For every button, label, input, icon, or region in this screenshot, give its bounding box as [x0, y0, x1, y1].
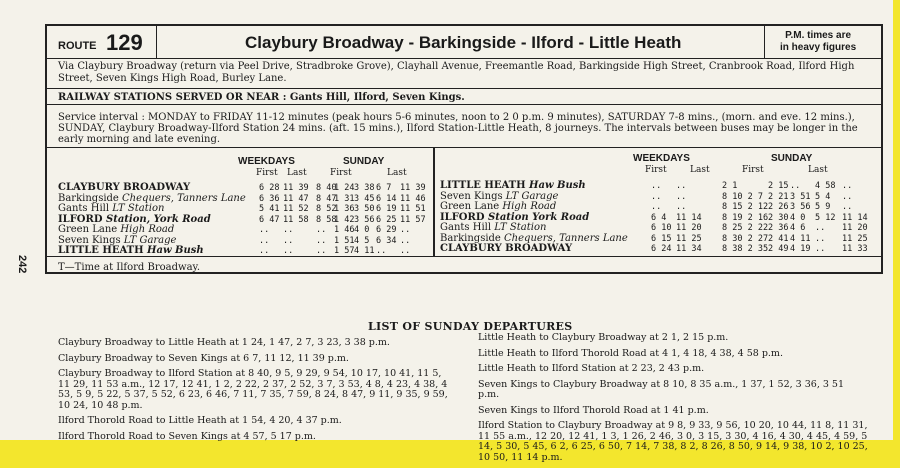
t-note: T—Time at Ilford Broadway.: [58, 262, 201, 273]
stop-name: ILFORD Station, York Road: [58, 213, 211, 225]
time-cell: 1 57: [334, 246, 355, 256]
time-cell: 2 49: [768, 244, 789, 254]
time-cell: 3 56: [354, 214, 375, 225]
time-cell: ..: [815, 244, 826, 254]
time-cell: 1 42: [334, 214, 355, 225]
time-cell: 8 40: [316, 183, 337, 193]
time-cell: 1 24: [334, 183, 355, 193]
time-cell: ..: [676, 191, 687, 202]
time-cell: 11 39: [283, 183, 309, 193]
time-cell: 11 47: [283, 193, 309, 204]
time-cell: ..: [651, 202, 662, 212]
time-cell: 11 46: [400, 193, 426, 204]
first-label: First: [645, 165, 667, 175]
time-cell: 6 36: [259, 193, 280, 204]
stop-name: Barkingside Chequers, Tanners Lane: [440, 232, 628, 244]
divider: [45, 147, 883, 148]
time-cell: 5 12: [815, 212, 836, 223]
stop-name: CLAYBURY BROADWAY: [440, 243, 573, 254]
time-cell: ..: [283, 246, 294, 256]
time-cell: 6 10: [651, 223, 672, 233]
time-cell: 2 15: [768, 181, 789, 191]
time-cell: 5 41: [259, 204, 280, 214]
time-cell: 1 51: [334, 235, 355, 246]
time-cell: 5 4: [815, 191, 831, 202]
time-cell: 11 58: [283, 214, 309, 225]
time-cell: ..: [316, 246, 327, 256]
time-cell: 8 52: [316, 204, 337, 214]
time-cell: 1 36: [334, 204, 355, 214]
time-cell: 2 41: [768, 233, 789, 244]
route-number: 129: [106, 30, 143, 55]
time-cell: 1 31: [334, 193, 355, 204]
departure-line: Little Heath to Ilford Station at 2 23, 2 43 p.m.: [478, 363, 705, 374]
time-cell: 3 45: [354, 193, 375, 204]
time-cell: 6 15: [651, 233, 672, 244]
stop-name: Gants Hill LT Station: [440, 222, 547, 233]
time-cell: 6 29: [376, 225, 397, 235]
time-cell: ..: [400, 235, 411, 246]
last-label: Last: [690, 165, 710, 175]
departure-line: Little Heath to Claybury Broadway at 2 1, 2 15 p.m.: [478, 332, 729, 343]
stop-name: Green Lane High Road: [440, 201, 557, 212]
last-label: Last: [808, 165, 828, 175]
time-cell: ..: [283, 235, 294, 246]
time-cell: 6 19: [376, 204, 397, 214]
time-cell: 8 25 2 22: [722, 223, 769, 233]
pm-note: P.M. times are in heavy figures: [780, 30, 857, 53]
time-cell: 11 25: [842, 233, 868, 244]
time-cell: ..: [842, 202, 853, 212]
time-cell: 4 58: [815, 181, 836, 191]
time-cell: ..: [842, 191, 853, 202]
time-cell: 6 14: [376, 193, 397, 204]
time-cell: 4 11: [790, 233, 811, 244]
time-cell: ..: [842, 181, 853, 191]
time-cell: ..: [259, 246, 270, 256]
time-cell: 11 34: [676, 244, 702, 254]
divider: [156, 26, 157, 58]
time-cell: 6 7: [376, 183, 392, 193]
time-cell: 11 20: [842, 223, 868, 233]
time-cell: 2 1: [722, 181, 738, 191]
time-cell: 1 46: [334, 225, 355, 235]
time-cell: 2 30: [768, 212, 789, 223]
time-cell: 8 15 2 12: [722, 202, 769, 212]
time-cell: 6 24: [651, 244, 672, 254]
departure-line: Seven Kings to Ilford Thorold Road at 1 41 p.m.: [478, 404, 709, 416]
route-title: Claybury Broadway - Barkingside - Ilford - Little Heath: [245, 33, 682, 52]
time-cell: 3 51: [790, 191, 811, 202]
time-cell: ..: [676, 181, 687, 191]
time-cell: 4 11: [354, 246, 375, 256]
time-cell: 8 19 2 16: [722, 212, 769, 223]
time-cell: 4 0: [790, 212, 806, 223]
time-cell: 11 14: [842, 212, 868, 223]
time-cell: 5 9: [815, 202, 831, 212]
time-cell: ..: [676, 202, 687, 212]
divider: [45, 88, 883, 89]
sunday-list-title: LIST OF SUNDAY DEPARTURES: [368, 320, 573, 333]
time-cell: 6 34: [376, 235, 397, 246]
time-cell: ..: [316, 235, 327, 246]
last-label: Last: [387, 168, 407, 178]
divider: [45, 58, 883, 59]
time-cell: 11 52: [283, 204, 309, 214]
departure-line: Claybury Broadway to Seven Kings at 6 7, 11 12, 11 39 p.m.: [58, 352, 349, 364]
time-cell: 11 39: [400, 183, 426, 193]
time-cell: ..: [651, 191, 662, 202]
time-cell: ..: [283, 225, 294, 235]
time-cell: 4 0: [354, 225, 370, 235]
divider: [433, 147, 435, 256]
time-cell: 8 30 2 27: [722, 233, 769, 244]
departure-line: Ilford Thorold Road to Seven Kings at 4 57, 5 17 p.m.: [58, 430, 316, 442]
time-cell: 3 50: [354, 204, 375, 214]
weekdays-header: WEEKDAYS: [238, 156, 295, 167]
stop-name: CLAYBURY BROADWAY: [58, 182, 191, 193]
last-label: Last: [287, 168, 307, 178]
departure-line: Little Heath to Ilford Thorold Road at 4 1, 4 18, 4 38, 4 58 p.m.: [478, 347, 783, 359]
time-cell: 3 38: [354, 183, 375, 193]
time-cell: 11 57: [400, 214, 426, 225]
stop-name: LITTLE HEATH Haw Bush: [440, 180, 586, 191]
time-cell: 6 28: [259, 183, 280, 193]
time-cell: 4 19: [790, 244, 811, 254]
time-cell: ..: [316, 225, 327, 235]
stop-name: Seven Kings LT Garage: [440, 190, 559, 202]
sunday-list-right: [478, 333, 868, 468]
time-cell: ..: [651, 181, 662, 191]
divider: [764, 26, 765, 58]
sunday-header: SUNDAY: [343, 156, 385, 167]
time-cell: 4 5: [354, 235, 370, 246]
time-cell: ..: [815, 233, 826, 244]
time-cell: 2 26: [768, 202, 789, 212]
time-cell: ..: [815, 223, 826, 233]
stop-name: Green Lane High Road: [58, 224, 175, 235]
first-label: First: [256, 168, 278, 178]
time-cell: 8 38 2 35: [722, 244, 769, 254]
stop-name: LITTLE HEATH Haw Bush: [58, 245, 204, 256]
stop-name: ILFORD Station York Road: [440, 211, 590, 223]
departure-line: Claybury Broadway to Little Heath at 1 24, 1 47, 2 7, 3 23, 3 38 p.m.: [58, 337, 390, 348]
divider: [45, 104, 883, 105]
time-cell: 8 58: [316, 214, 337, 225]
sunday-header: SUNDAY: [771, 153, 813, 164]
sunday-list-left: [58, 338, 448, 447]
stop-name: Barkingside Chequers, Tanners Lane: [58, 192, 246, 204]
time-cell: 11 51: [400, 204, 426, 214]
stop-name: Gants Hill LT Station: [58, 203, 165, 214]
route-label: ROUTE: [58, 40, 97, 52]
service-interval: Service interval : MONDAY to FRIDAY 11-12 minutes (peak hours 5-6 minutes, noon to 2 0 p.m. 9 minutes), SATURDAY 7-8 mins., (morn. and eve. 12 mins.), SUNDAY, Claybury Broadway-Ilford Station 24 mins. (aft. 15 mins.), Ilford Station-Little Heath, 8 journeys. The intervals between buses may be longer in the early morning and late evening.: [58, 112, 858, 145]
time-cell: 6 25: [376, 214, 397, 225]
weekdays-header: WEEKDAYS: [633, 153, 690, 164]
divider: [45, 256, 883, 257]
time-cell: 11 33: [842, 244, 868, 254]
time-cell: 2 21: [768, 191, 789, 202]
time-cell: 8 10 2 7: [722, 191, 763, 202]
time-cell: ..: [400, 225, 411, 235]
time-cell: 11 25: [676, 233, 702, 244]
stop-name: Seven Kings LT Garage: [58, 234, 177, 246]
via-text: Via Claybury Broadway (return via Peel Drive, Stradbroke Grove), Clayhall Avenue, Freemantle Road, Barkingside High Street, Cranbrook Road, Ilford High Street, Seven Kings High Road, Burley Lane.: [58, 61, 855, 84]
first-label: First: [330, 168, 352, 178]
time-cell: ..: [259, 225, 270, 235]
departure-line: Claybury Broadway to Ilford Station at 8 40, 9 5, 9 29, 9 54, 10 17, 10 41, 11 5, 11 29, 11 53 a.m., 12 17, 12 41, 1 2, 2 22, 2 37, 2 52, 3 7, 3 53, 4 8, 4 23, 4 38, 4 53, 5 9, 5 22, 5 37, 5 52, 6 23, 6 46, 7 11, 7 35, 7 59, 8 24, 8 47, 9 11, 9 35, 9 59, 10 24, 10 48 p.m.: [58, 368, 448, 411]
time-cell: ..: [259, 235, 270, 246]
departure-line: Ilford Thorold Road to Little Heath at 1 54, 4 20, 4 37 p.m.: [58, 415, 342, 426]
page-number: 242: [16, 255, 28, 274]
time-cell: ..: [400, 246, 411, 256]
time-cell: 3 56: [790, 202, 811, 212]
time-cell: 6 47: [259, 214, 280, 225]
time-cell: ..: [790, 181, 801, 191]
railway-stations: RAILWAY STATIONS SERVED OR NEAR : Gants Hill, Ilford, Seven Kings.: [58, 92, 465, 103]
time-cell: 6 4: [651, 212, 667, 223]
time-cell: 11 14: [676, 212, 702, 223]
time-cell: 2 36: [768, 223, 789, 233]
time-cell: ..: [376, 246, 387, 256]
first-label: First: [742, 165, 764, 175]
time-cell: 8 47: [316, 193, 337, 204]
departure-line: Ilford Station to Claybury Broadway at 9 8, 9 33, 9 56, 10 20, 10 44, 11 8, 11 31, 11 55 a.m., 12 20, 12 41, 1 3, 1 26, 2 46, 3 0, 3 15, 3 30, 4 16, 4 30, 4 45, 4 59, 5 14, 5 30, 5 45, 6 2, 6 25, 6 50, 7 14, 7 38, 8 2, 8 26, 8 50, 9 14, 9 38, 10 2, 10 25, 10 50, 11 14 p.m.: [478, 420, 868, 463]
departure-line: Seven Kings to Claybury Broadway at 8 10, 8 35 a.m., 1 37, 1 52, 3 36, 3 51 p.m.: [478, 378, 845, 400]
time-cell: 4 6: [790, 223, 806, 233]
time-cell: 11 20: [676, 223, 702, 233]
